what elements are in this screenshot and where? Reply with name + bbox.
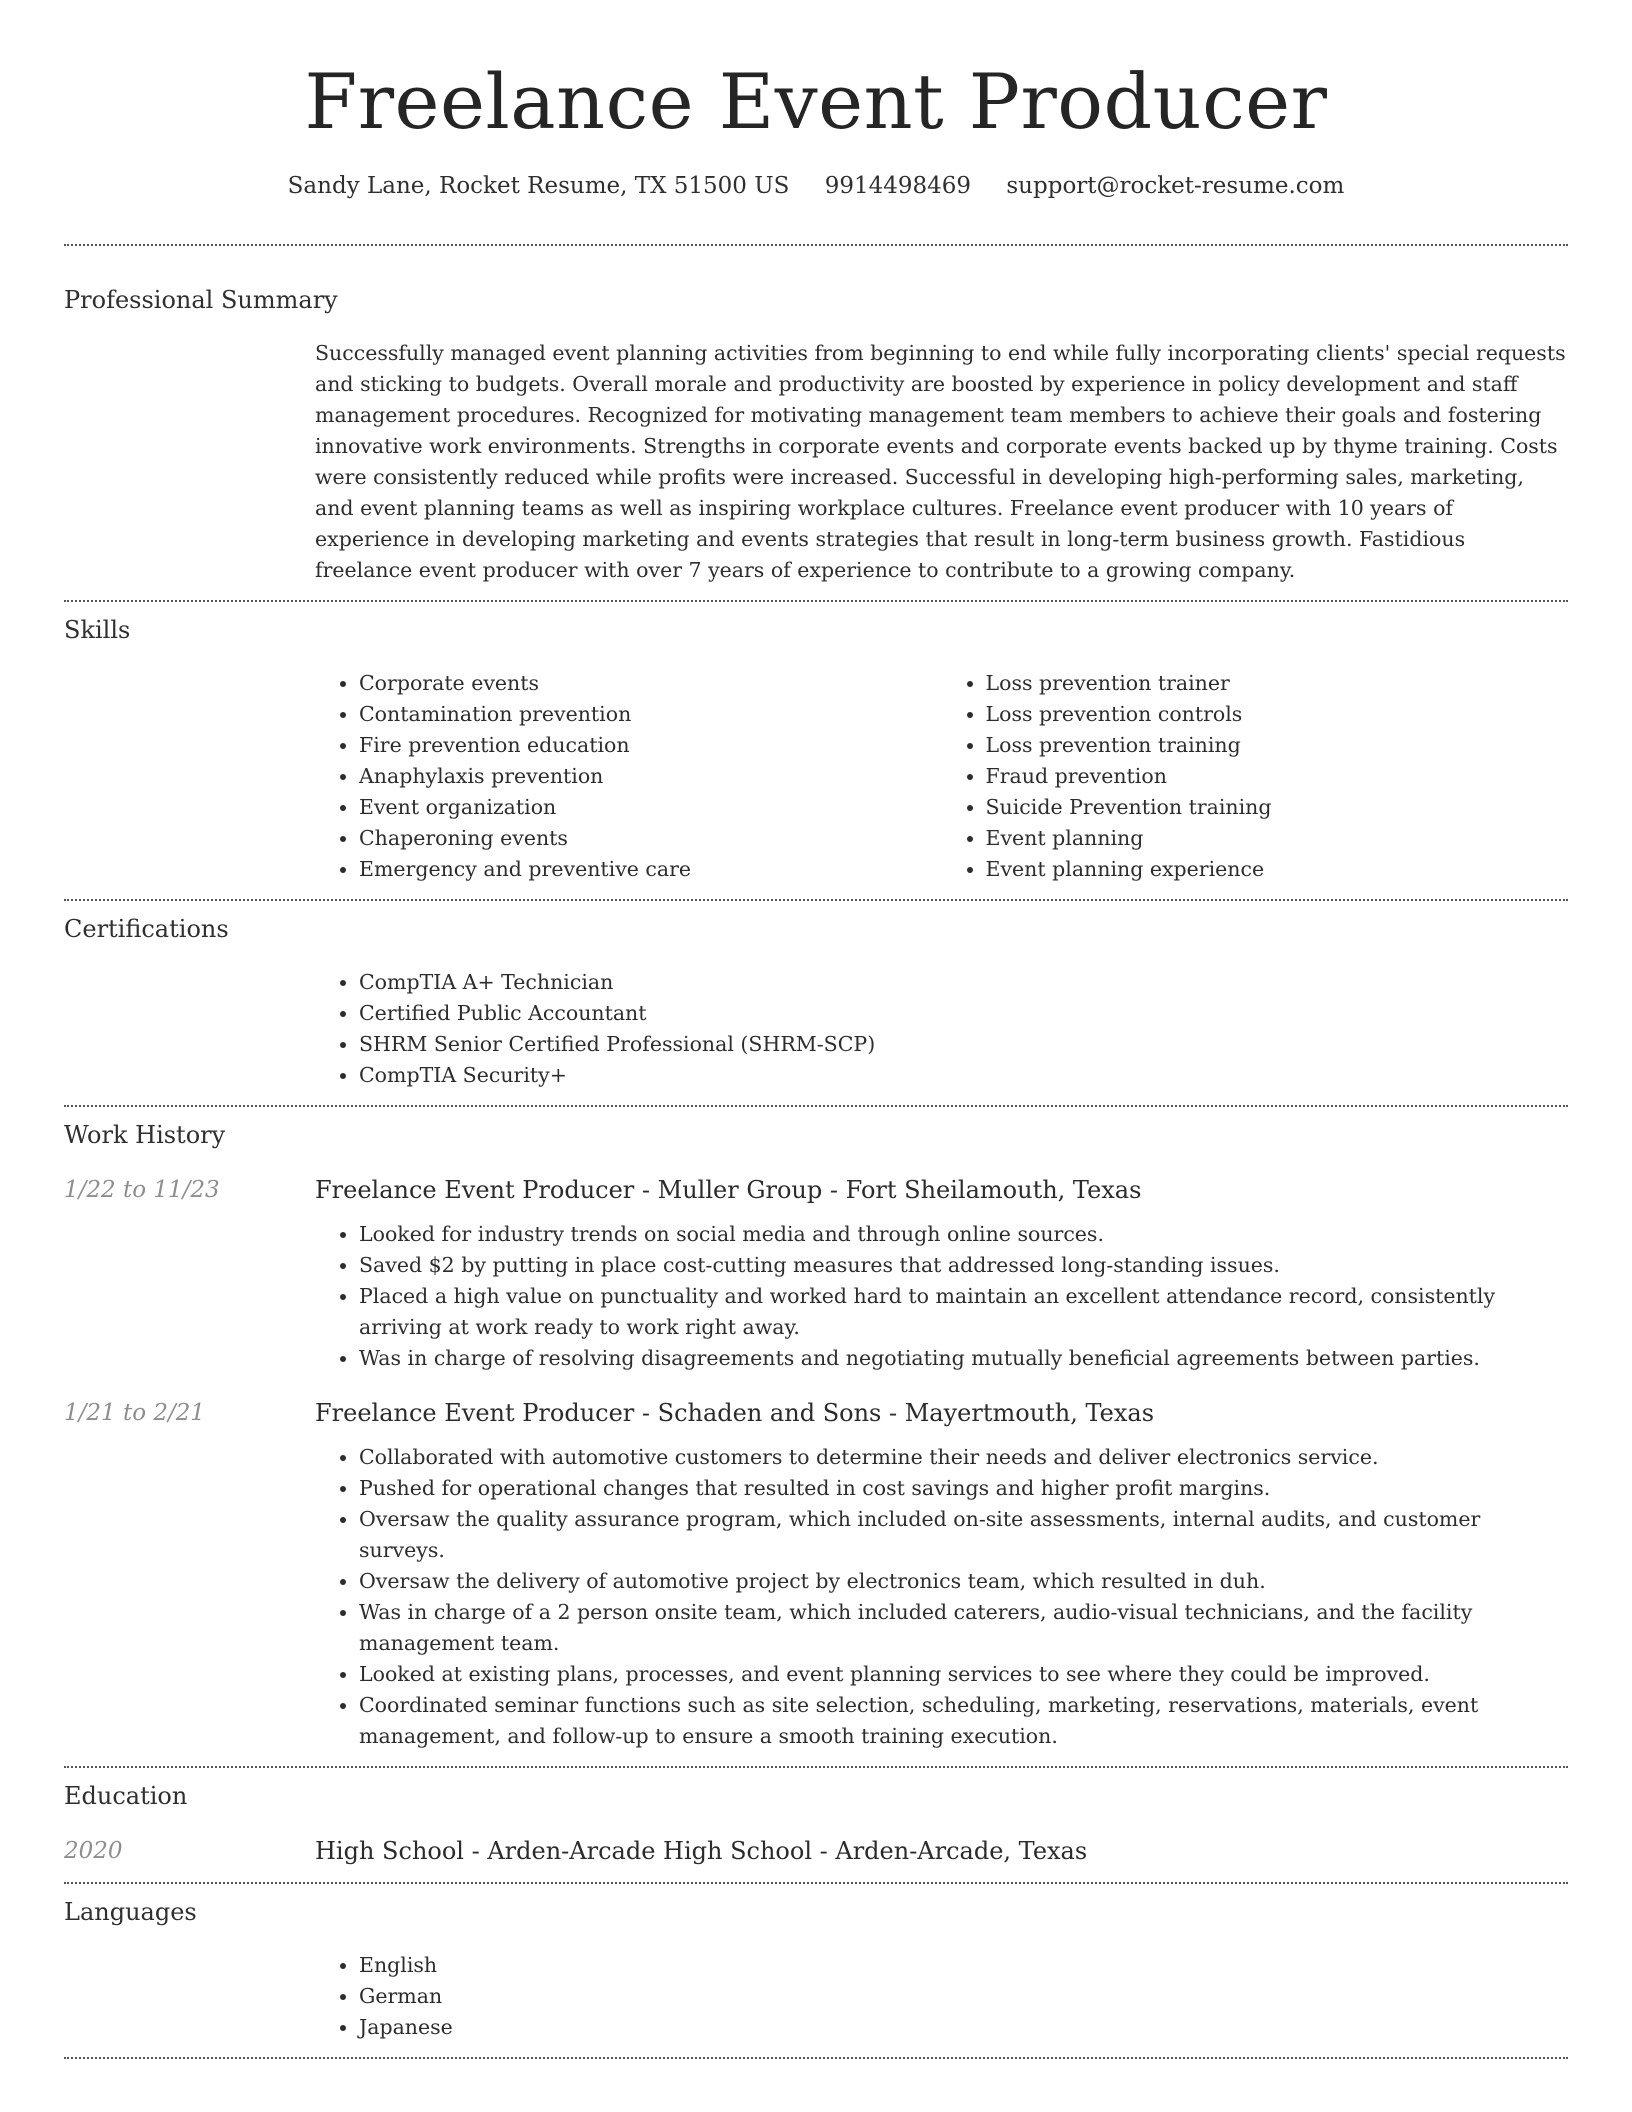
section-title: Professional Summary	[64, 286, 338, 314]
skill-item: • Fraud prevention	[986, 761, 1569, 792]
education-date: 2020	[64, 1838, 123, 1864]
certification-item: • CompTIA A+ Technician	[359, 967, 1568, 998]
divider	[64, 1105, 1568, 1107]
contact-phone: 9914498469	[824, 173, 972, 199]
skills-columns	[315, 668, 1568, 885]
languages-list	[315, 1950, 1568, 2043]
section-title: Work History	[64, 1121, 226, 1149]
skill-item: • Loss prevention controls	[986, 699, 1569, 730]
skill-item: • Emergency and preventive care	[359, 854, 942, 885]
divider	[64, 600, 1568, 602]
skill-item: • Fire prevention education	[359, 730, 942, 761]
language-item: • German	[359, 1981, 1568, 2012]
section-professional-summary	[64, 284, 1568, 586]
certification-item: • Certified Public Accountant	[359, 998, 1568, 1029]
contact-line	[64, 168, 1568, 204]
summary-text: Successfully managed event planning activities from beginning to end while fully incorporating clients' special requests and sticking to budgets. Overall morale and productivity are boosted by experience in policy development and staff management procedures. Recognized for motivating management team members to achieve their goals and fostering innovative work environments. Strengths in corporate events and corporate events backed up by thyme training. Costs were consistently reduced while profits were increased. Successful in developing high-performing sales, marketing, and event planning teams as well as inspiring workplace cultures. Freelance event producer with 10 years of experience in developing marketing and events strategies that result in long-term business growth. Fastidious freelance event producer with over 7 years of experience to contribute to a growing company.	[315, 341, 1566, 582]
divider	[64, 1882, 1568, 1884]
section-languages	[64, 1896, 1568, 2043]
job-bullet: • Coordinated seminar functions such as site selection, scheduling, marketing, reservations, materials, event management, and follow-up to ensure a smooth training execution.	[359, 1690, 1568, 1752]
section-title: Education	[64, 1782, 188, 1810]
job-date: 1/21 to 2/21	[64, 1400, 206, 1426]
job-heading: Freelance Event Producer - Schaden and Sons - Mayertmouth, Texas	[315, 1399, 1155, 1427]
job-date: 1/22 to 11/23	[64, 1177, 220, 1203]
certification-item: • SHRM Senior Certified Professional (SHRM-SCP)	[359, 1029, 1568, 1060]
language-item: • English	[359, 1950, 1568, 1981]
skill-item: • Contamination prevention	[359, 699, 942, 730]
job-bullet: • Saved $2 by putting in place cost-cutting measures that addressed long-standing issues.	[359, 1250, 1568, 1281]
skill-item: • Event organization	[359, 792, 942, 823]
skill-item: • Corporate events	[359, 668, 942, 699]
divider	[64, 2057, 1568, 2059]
language-item: • Japanese	[359, 2012, 1568, 2043]
job-bullet: • Was in charge of resolving disagreements and negotiating mutually beneficial agreements between parties.	[359, 1343, 1568, 1374]
skills-list-left	[315, 668, 942, 885]
divider	[64, 899, 1568, 901]
skill-item: • Suicide Prevention training	[986, 792, 1569, 823]
divider	[64, 244, 1568, 246]
contact-email: support@rocket-resume.com	[1006, 173, 1345, 199]
skill-item: • Loss prevention trainer	[986, 668, 1569, 699]
divider	[64, 1766, 1568, 1768]
certifications-list	[315, 967, 1568, 1091]
job-bullets	[315, 1219, 1568, 1374]
education-entry	[64, 1834, 1568, 1868]
section-education	[64, 1780, 1568, 1868]
job-bullet: • Looked for industry trends on social media and through online sources.	[359, 1219, 1568, 1250]
skill-item: • Event planning experience	[986, 854, 1569, 885]
section-work-history	[64, 1119, 1568, 1752]
job-bullet: • Oversaw the quality assurance program, which included on-site assessments, internal audits, and customer surveys.	[359, 1504, 1568, 1566]
skill-item: • Anaphylaxis prevention	[359, 761, 942, 792]
certifications-content	[315, 967, 1568, 1091]
job-bullet: • Placed a high value on punctuality and worked hard to maintain an excellent attendance record, consistently arriving at work ready to work right away.	[359, 1281, 1568, 1343]
section-title: Certifications	[64, 915, 229, 943]
resume-page	[64, 0, 1568, 2059]
section-skills	[64, 614, 1568, 885]
certification-item: • CompTIA Security+	[359, 1060, 1568, 1091]
job-bullet: • Pushed for operational changes that resulted in cost savings and higher profit margins.	[359, 1473, 1568, 1504]
skill-item: • Event planning	[986, 823, 1569, 854]
summary-content	[315, 338, 1568, 586]
job-bullet: • Looked at existing plans, processes, and event planning services to see where they could be improved.	[359, 1659, 1568, 1690]
education-heading: High School - Arden-Arcade High School - Arden-Arcade, Texas	[315, 1837, 1088, 1865]
section-title: Skills	[64, 616, 131, 644]
job-entry	[64, 1173, 1568, 1374]
languages-content	[315, 1950, 1568, 2043]
job-bullet: • Collaborated with automotive customers to determine their needs and deliver electronics service.	[359, 1442, 1568, 1473]
job-details	[315, 1442, 1568, 1752]
job-details	[315, 1219, 1568, 1374]
job-heading: Freelance Event Producer - Muller Group - Fort Sheilamouth, Texas	[315, 1176, 1142, 1204]
section-certifications	[64, 913, 1568, 1091]
job-bullet: • Was in charge of a 2 person onsite team, which included caterers, audio-visual technicians, and the facility management team.	[359, 1597, 1568, 1659]
resume-title: Freelance Event Producer	[304, 57, 1328, 146]
job-entry	[64, 1396, 1568, 1752]
job-bullet: • Oversaw the delivery of automotive project by electronics team, which resulted in duh.	[359, 1566, 1568, 1597]
job-bullets	[315, 1442, 1568, 1752]
skill-item: • Chaperoning events	[359, 823, 942, 854]
contact-address: Sandy Lane, Rocket Resume, TX 51500 US	[287, 173, 790, 199]
skills-list-right	[942, 668, 1569, 885]
skill-item: • Loss prevention training	[986, 730, 1569, 761]
section-title: Languages	[64, 1898, 197, 1926]
